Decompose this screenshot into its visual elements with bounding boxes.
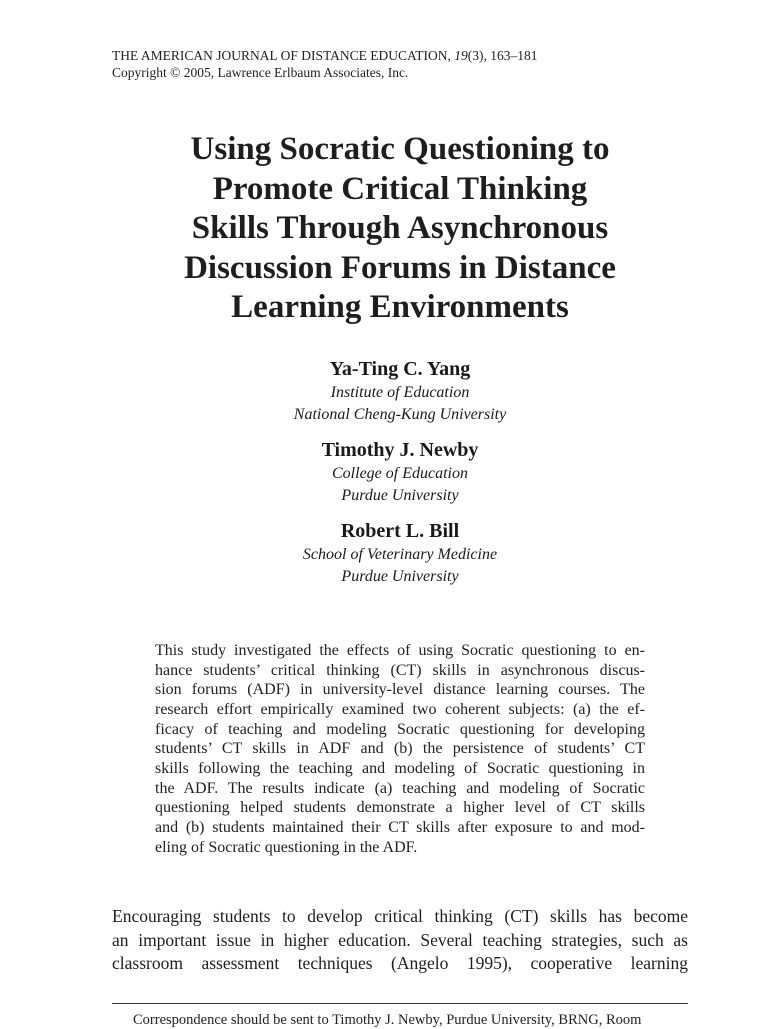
author-affiliation: Purdue University (341, 486, 459, 504)
abstract-line: eling of Socratic questioning in the ADF. (155, 838, 418, 856)
abstract-line: and (b) students maintained their CT skills after exposure to and mod- (155, 818, 645, 836)
author-affiliation: Institute of Education (330, 384, 470, 401)
copyright-line: Copyright © 2005, Lawrence Erlbaum Associates, Inc. (112, 65, 409, 80)
title-line: Skills Through Asynchronous (191, 210, 609, 246)
author-affiliation: College of Education (332, 465, 468, 482)
journal-citation (112, 47, 538, 64)
paper-title (150, 130, 650, 328)
abstract-line: hance students’ critical thinking (CT) skills in asynchronous discus- (155, 661, 645, 679)
author-name: Robert L. Bill (340, 520, 460, 542)
abstract (155, 641, 645, 857)
author-affiliation: Purdue University (341, 567, 459, 585)
abstract-line: students’ CT skills in ADF and (b) the persistence of students’ CT (155, 740, 645, 758)
author-affiliation: National Cheng-Kung University (293, 405, 507, 423)
body-line: an important issue in higher education. Several teaching strategies, such as (112, 929, 688, 950)
author-name: Ya-Ting C. Yang (329, 358, 471, 380)
journal-volume: 19 (454, 48, 468, 63)
abstract-line: the ADF. The results indicate (a) teaching and modeling of Socratic (155, 779, 645, 797)
running-head (112, 47, 538, 81)
title-line: Using Socratic Questioning to (190, 131, 610, 167)
footnote-divider (112, 1003, 688, 1004)
title-line: Promote Critical Thinking (212, 170, 588, 207)
journal-issue-pages: (3), 163–181 (467, 48, 538, 63)
title-line: Learning Environments (231, 289, 569, 325)
body-paragraph (112, 905, 688, 976)
abstract-line: ficacy of teaching and modeling Socratic questioning for developing (155, 720, 645, 738)
abstract-line: This study investigated the effects of using Socratic questioning to en- (155, 642, 645, 659)
abstract-line: sion forums (ADF) in university-level distance learning courses. The (155, 681, 645, 699)
author-affiliation: School of Veterinary Medicine (302, 546, 498, 563)
abstract-line: skills following the teaching and modeling of Socratic questioning in (155, 759, 645, 777)
author-block (200, 356, 600, 425)
abstract-line: research effort empirically examined two coherent subjects: (a) the ef- (155, 700, 645, 718)
body-line: classroom assessment techniques (Angelo 1995), cooperative learning (112, 953, 688, 973)
author-list (200, 356, 600, 599)
author-block (200, 518, 600, 587)
abstract-line: questioning helped students demonstrate a higher level of CT skills (155, 799, 645, 817)
body-line: Encouraging students to develop critical thinking (CT) skills has become (112, 906, 688, 926)
correspondence-footnote: Correspondence should be sent to Timothy J. Newby, Purdue University, BRNG, Room (133, 1012, 642, 1028)
journal-name: THE AMERICAN JOURNAL OF DISTANCE EDUCATION, (112, 48, 455, 63)
author-block (200, 437, 600, 506)
title-line: Discussion Forums in Distance (184, 249, 616, 286)
author-name: Timothy J. Newby (321, 439, 479, 461)
